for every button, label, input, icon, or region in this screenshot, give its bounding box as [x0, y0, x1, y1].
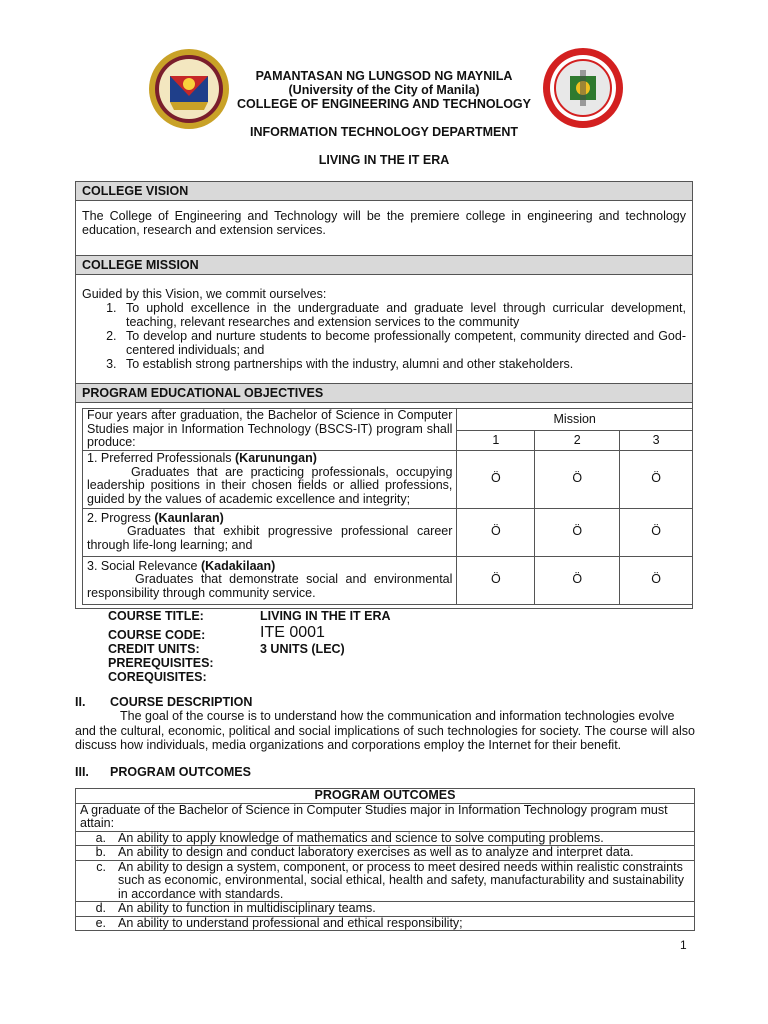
mission-list — [82, 301, 686, 371]
peo-row — [83, 508, 693, 556]
vision-heading: COLLEGE VISION — [76, 182, 692, 201]
mission-item: 3. To establish strong partnerships with the industry, alumni and other stakeholders. — [120, 357, 686, 371]
check-mark: Ö — [620, 508, 693, 556]
outcomes-intro: A graduate of the Bachelor of Science in Computer Studies major in Information Technology program must attain: — [76, 803, 695, 831]
course-code-value: ITE 0001 — [260, 624, 325, 641]
course-title-label: COURSE TITLE: — [108, 609, 204, 623]
check-mark: Ö — [457, 508, 535, 556]
course-description-text: The goal of the course is to understand how the communication and information technologies evolve and the cultural, economic, political and social implications of such technologies for society. The course will also discuss how individuals, media organizations and corporations employ the Internet for their benefit. — [75, 709, 695, 752]
mission-heading: COLLEGE MISSION — [76, 255, 692, 275]
check-mark: Ö — [620, 556, 693, 604]
credit-units-value: 3 UNITS (LEC) — [260, 642, 345, 656]
check-mark: Ö — [457, 450, 535, 508]
peo-intro: Four years after graduation, the Bachelor of Science in Computer Studies major in Information Technology (BSCS-IT) program shall produce: — [83, 409, 457, 451]
outcome-item: e. An ability to understand professional and ethical responsibility; — [76, 916, 695, 931]
mission-col-2: 2 — [535, 431, 620, 450]
peo-heading: PROGRAM EDUCATIONAL OBJECTIVES — [76, 383, 692, 403]
mission-column-header: Mission — [457, 409, 693, 431]
outcome-item: d. An ability to function in multidisciplinary teams. — [76, 902, 695, 917]
peo-table — [82, 408, 693, 605]
outcome-item: c. An ability to design a system, component, or process to meet desired needs within realistic constraints such as economic, environmental, social ethical, health and safety, manufacturability and sustainability in accordance with standards. — [76, 860, 695, 902]
outcome-item: b. An ability to design and conduct laboratory exercises as well as to analyze and interpret data. — [76, 846, 695, 861]
page-number: 1 — [680, 938, 687, 952]
mission-item: 1. To uphold excellence in the undergraduate and graduate level through curricular development, teaching, relevant researches and extension services to the community — [120, 301, 686, 329]
check-mark: Ö — [535, 556, 620, 604]
section-number-ii: II. — [75, 695, 86, 709]
peo-objective-2: 2. Progress (Kaunlaran) Graduates that exhibit progressive professional career through life-long learning; and — [83, 508, 457, 556]
department-name: INFORMATION TECHNOLOGY DEPARTMENT — [249, 125, 519, 139]
prerequisites-label: PREREQUISITES: — [108, 656, 214, 670]
check-mark: Ö — [620, 450, 693, 508]
mission-intro: Guided by this Vision, we commit ourselves: — [82, 287, 327, 301]
check-mark: Ö — [535, 450, 620, 508]
check-mark: Ö — [535, 508, 620, 556]
course-description-heading: COURSE DESCRIPTION — [110, 695, 253, 709]
peo-row — [83, 450, 693, 508]
college-name: COLLEGE OF ENGINEERING AND TECHNOLOGY — [237, 97, 531, 111]
university-english-name: (University of the City of Manila) — [288, 83, 480, 97]
vision-text: The College of Engineering and Technology will be the premiere college in engineering and technology education, research and extension services. — [82, 209, 686, 237]
program-outcomes-heading: PROGRAM OUTCOMES — [110, 765, 251, 779]
peo-objective-1: 1. Preferred Professionals (Karunungan) Graduates that are practicing professionals, occupying leadership positions in their chosen fields or allied professions, guided by the values of academic excellence and integrity; — [83, 450, 457, 508]
check-mark: Ö — [457, 556, 535, 604]
mission-body — [76, 275, 692, 383]
mission-item: 2. To develop and nurture students to become professionally competent, community directed and God-centered individuals; and — [120, 329, 686, 357]
course-code-label: COURSE CODE: — [108, 628, 206, 642]
peo-row — [83, 556, 693, 604]
course-title-value: LIVING IN THE IT ERA — [260, 609, 391, 623]
peo-objective-3: 3. Social Relevance (Kadakilaan) Graduates that demonstrate social and environmental responsibility through community service. — [83, 556, 457, 604]
course-heading: LIVING IN THE IT ERA — [318, 153, 450, 167]
corequisites-label: COREQUISITES: — [108, 670, 207, 684]
mission-col-3: 3 — [620, 431, 693, 450]
program-outcomes-table — [75, 788, 695, 931]
outcomes-table-header: PROGRAM OUTCOMES — [76, 789, 695, 804]
credit-units-label: CREDIT UNITS: — [108, 642, 200, 656]
section-number-iii: III. — [75, 765, 89, 779]
outcome-item: a. An ability to apply knowledge of mathematics and science to solve computing problems. — [76, 831, 695, 846]
university-name: PAMANTASAN NG LUNGSOD NG MAYNILA — [255, 69, 513, 83]
mission-col-1: 1 — [457, 431, 535, 450]
